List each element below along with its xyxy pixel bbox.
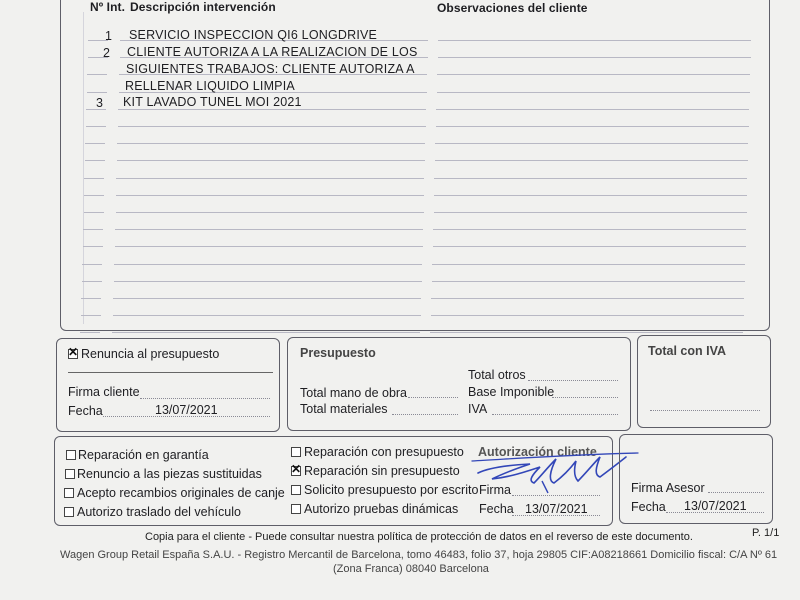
ruled-line xyxy=(437,74,750,75)
fecha-value: 13/07/2021 xyxy=(155,403,218,417)
ruled-line xyxy=(81,315,101,316)
ruled-line xyxy=(434,195,747,196)
option-label: Solicito presupuesto por escrito xyxy=(304,483,479,497)
ruled-line xyxy=(112,332,420,333)
ruled-line xyxy=(87,74,107,75)
autorizacion-title: Autorización cliente xyxy=(478,445,597,459)
ruled-line xyxy=(83,229,103,230)
ruled-line xyxy=(430,332,743,333)
fecha-line xyxy=(103,416,270,417)
option-label: Reparación sin presupuesto xyxy=(304,464,460,478)
ruled-line xyxy=(84,212,104,213)
ruled-line xyxy=(82,281,102,282)
ruled-line xyxy=(114,281,422,282)
total-materiales-label: Total materiales xyxy=(300,402,388,416)
total-mano-obra-label: Total mano de obra xyxy=(300,386,408,400)
option-label: Reparación con presupuesto xyxy=(304,445,464,459)
item-number: 3 xyxy=(96,96,103,110)
ruled-line xyxy=(431,298,744,299)
option-label: Autorizo traslado del vehículo xyxy=(77,505,241,519)
garantia-checkbox[interactable] xyxy=(66,450,76,460)
item-text: KIT LAVADO TUNEL MOI 2021 xyxy=(123,95,302,109)
ruled-line xyxy=(431,315,744,316)
option-label: Reparación en garantía xyxy=(78,448,209,462)
ruled-line xyxy=(113,298,421,299)
item-text: SERVICIO INSPECCION QI6 LONGDRIVE xyxy=(129,28,378,42)
recambios-checkbox[interactable] xyxy=(64,488,74,498)
traslado-checkbox[interactable] xyxy=(64,507,74,517)
ruled-line xyxy=(84,195,104,196)
company-line-1: Wagen Group Retail España S.A.U. - Registro Mercantil de Barcelona, tomo 46483, folio 37, hoja 29805 CIF:A08218661 Domicilio fiscal: C/A Nº 61 xyxy=(60,549,778,561)
total-iva-title: Total con IVA xyxy=(648,344,727,358)
pruebas-dinamicas-checkbox[interactable] xyxy=(291,504,301,514)
ruled-line xyxy=(86,126,106,127)
renuncia-label: Renuncia al presupuesto xyxy=(81,347,220,361)
ruled-line xyxy=(113,315,421,316)
page-number: P. 1/1 xyxy=(752,527,780,539)
ruled-line xyxy=(115,246,423,247)
firma-asesor-label: Firma Asesor xyxy=(631,481,705,495)
ruled-line xyxy=(85,143,105,144)
ruled-line xyxy=(433,229,746,230)
ruled-line xyxy=(437,92,750,93)
copy-note: Copia para el cliente - Puede consultar nuestra política de protección de datos en el reverso de este documento. xyxy=(145,531,693,543)
asesor-fecha-line xyxy=(666,512,764,513)
item-number: 2 xyxy=(103,46,110,60)
autorizacion-fecha-line xyxy=(512,515,600,516)
fecha-label: Fecha xyxy=(68,404,103,418)
ruled-line xyxy=(436,109,749,110)
divider xyxy=(68,372,273,373)
item-number: 1 xyxy=(105,29,112,43)
company-line-2: (Zona Franca) 08040 Barcelona xyxy=(333,563,489,575)
sin-presupuesto-checkbox[interactable] xyxy=(291,466,301,476)
iva-line xyxy=(492,414,618,415)
option-label: Acepto recambios originales de canje xyxy=(77,486,285,500)
ruled-line xyxy=(435,143,748,144)
base-imponible-label: Base Imponible xyxy=(468,385,555,399)
option-label: Autorizo pruebas dinámicas xyxy=(304,502,459,516)
ruled-line xyxy=(434,178,747,179)
header-description: Descripción intervención xyxy=(130,0,276,14)
ruled-line xyxy=(80,332,100,333)
header-num: Nº Int. xyxy=(90,0,126,14)
ruled-line xyxy=(81,298,101,299)
ruled-line xyxy=(436,126,749,127)
column-divider xyxy=(83,12,84,324)
autorizacion-fecha-label: Fecha xyxy=(479,502,514,516)
firma-cliente-line[interactable] xyxy=(140,398,270,399)
ruled-line xyxy=(435,160,748,161)
mano-obra-line xyxy=(408,397,458,398)
renuncio-piezas-checkbox[interactable] xyxy=(65,469,75,479)
presupuesto-title: Presupuesto xyxy=(300,346,376,360)
ruled-line xyxy=(115,229,423,230)
ruled-line xyxy=(114,264,422,265)
header-observations: Observaciones del cliente xyxy=(437,1,588,15)
option-label: Renuncio a las piezas sustituidas xyxy=(77,467,262,481)
firma-cliente-label: Firma cliente xyxy=(68,385,140,399)
ruled-line xyxy=(433,246,746,247)
ruled-line xyxy=(82,264,102,265)
ruled-line xyxy=(83,246,103,247)
iva-label: IVA xyxy=(468,402,488,416)
asesor-fecha-label: Fecha xyxy=(631,500,666,514)
ruled-line xyxy=(432,264,745,265)
presupuesto-escrito-checkbox[interactable] xyxy=(291,485,301,495)
firma-asesor-line[interactable] xyxy=(708,492,764,493)
base-imponible-line xyxy=(552,397,618,398)
ruled-line xyxy=(432,281,745,282)
ruled-line xyxy=(87,92,107,93)
ruled-line xyxy=(434,212,747,213)
con-presupuesto-checkbox[interactable] xyxy=(291,447,301,457)
item-text: SIGUIENTES TRABAJOS: CLIENTE AUTORIZA A xyxy=(126,62,415,76)
item-text: CLIENTE AUTORIZA A LA REALIZACION DE LOS xyxy=(127,45,418,59)
autorizacion-fecha-value: 13/07/2021 xyxy=(525,502,588,516)
ruled-line xyxy=(117,160,425,161)
asesor-fecha-value: 13/07/2021 xyxy=(684,499,747,513)
ruled-line xyxy=(438,57,751,58)
total-otros-line xyxy=(528,380,618,381)
ruled-line xyxy=(84,178,104,179)
autorizacion-firma-line[interactable] xyxy=(512,495,600,496)
materiales-line xyxy=(392,414,458,415)
renuncia-checkbox[interactable] xyxy=(68,349,78,359)
ruled-line xyxy=(438,40,751,41)
ruled-line xyxy=(117,143,425,144)
total-otros-label: Total otros xyxy=(468,368,526,382)
item-text: RELLENAR LIQUIDO LIMPIA xyxy=(125,79,295,93)
ruled-line xyxy=(85,160,105,161)
ruled-line xyxy=(116,212,424,213)
total-iva-line xyxy=(650,410,760,411)
ruled-line xyxy=(116,178,424,179)
ruled-line xyxy=(116,195,424,196)
autorizacion-firma-label: Firma xyxy=(479,483,511,497)
ruled-line xyxy=(118,126,426,127)
